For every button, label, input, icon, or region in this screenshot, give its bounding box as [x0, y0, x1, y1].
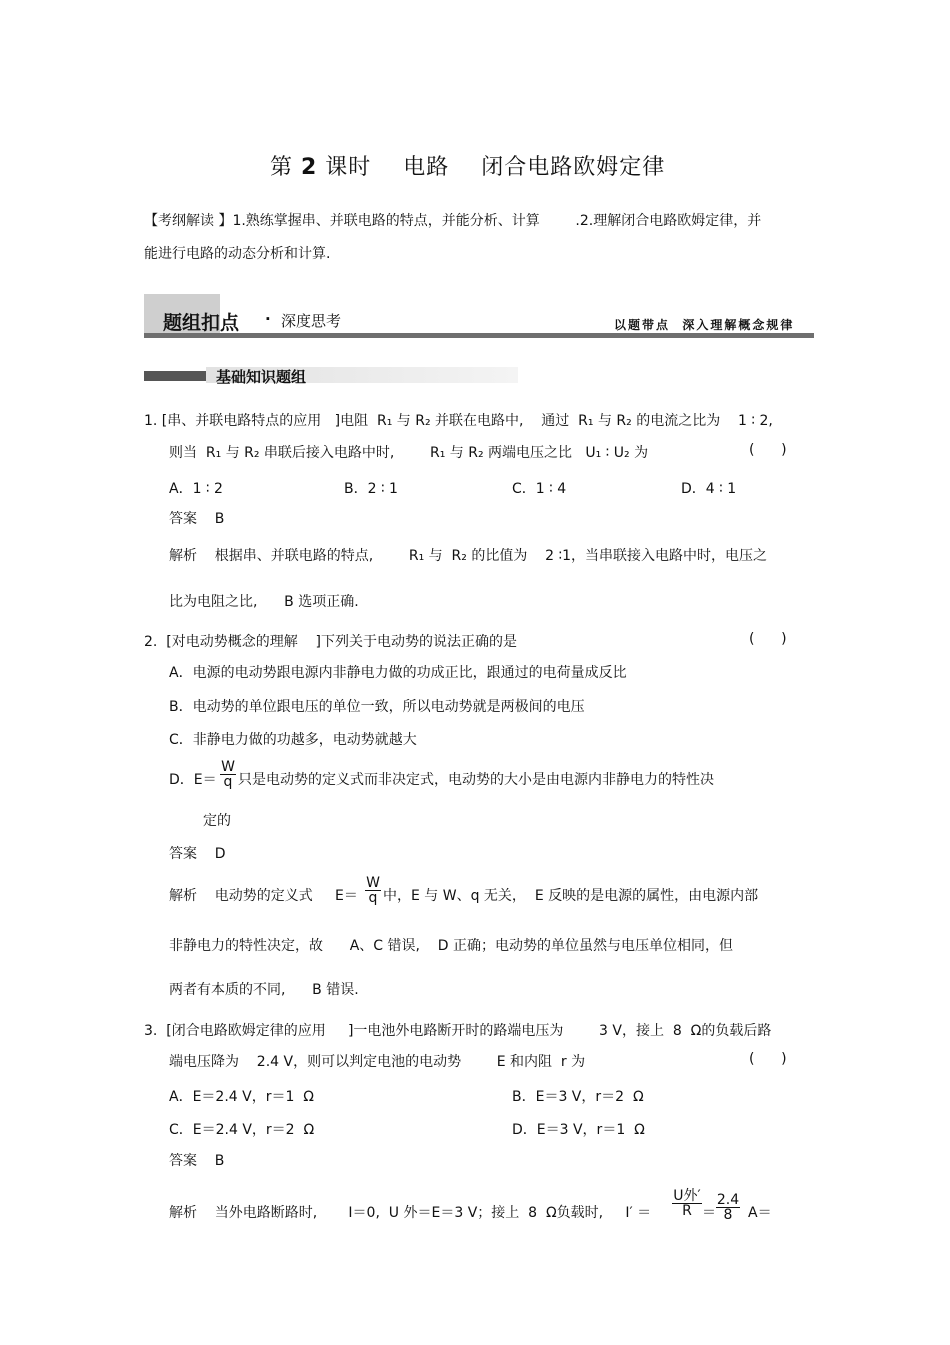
q3-answer: 答案 B — [169, 1153, 225, 1169]
q1-option-b: B．2 ∶ 1 — [344, 481, 398, 497]
q2-option-d-fraction — [220, 760, 236, 789]
q2-explanation-1-text: 中，E 与 W、q 无关， E 反映的是电源的属性，由电源内部 — [383, 888, 759, 904]
q3-option-a: A．E＝2.4 V，r＝1 Ω — [169, 1089, 314, 1105]
q3-option-b: B．E＝3 V，r＝2 Ω — [512, 1089, 644, 1105]
q2-explanation-fraction — [365, 876, 381, 905]
banner-dot: · — [265, 310, 271, 328]
q1-explanation-2: 比为电阻之比, B 选项正确. — [169, 594, 359, 610]
q1-option-d: D．4 ∶ 1 — [681, 481, 737, 497]
q2-option-a: A．电源的电动势跟电源内非静电力做的功成正比，跟通过的电荷量成反比 — [169, 665, 627, 681]
fraction-numerator: W — [221, 759, 235, 775]
fraction-numerator: U外′ — [673, 1188, 701, 1204]
q1-paren: ( ) — [749, 442, 787, 458]
fraction-denominator: q — [365, 890, 381, 905]
q3-paren: ( ) — [749, 1051, 787, 1067]
q3-line-1: 3. [闭合电路欧姆定律的应用 ]一电池外电路断开时的路端电压为 3 V，接上 8 Ω的负载后路 — [144, 1023, 772, 1039]
q1-explanation-1: 解析 根据串、并联电路的特点, R₁ 与 R₂ 的比值为 2 ∶1，当串联接入电路中时，电压之 — [169, 548, 768, 564]
page-title: 第 2 课时 电路 闭合电路欧姆定律 — [270, 155, 666, 180]
q3-fraction-2 — [716, 1193, 740, 1222]
q3-equals: ＝ — [702, 1205, 716, 1221]
q2-explanation-2: 非静电力的特性决定，故 A、C 错误, D 正确；电动势的单位虽然与电压单位相同，但 — [169, 938, 733, 954]
section-title: 基础知识题组 — [216, 368, 307, 386]
q3-fraction-1 — [672, 1189, 702, 1218]
q3-line-2: 端电压降为 2.4 V，则可以判定电池的电动势 E 和内阻 r 为 — [169, 1054, 586, 1070]
banner-right-text: 以题带点 深入理解概念规律 — [614, 318, 795, 332]
section-bar — [144, 371, 206, 381]
q3-explanation-suffix: A＝ — [748, 1205, 772, 1221]
q2-paren: ( ) — [749, 631, 787, 647]
fraction-numerator: 2.4 — [716, 1192, 740, 1208]
q1-answer: 答案 B — [169, 511, 225, 527]
q2-option-b: B．电动势的单位跟电压的单位一致，所以电动势就是两极间的电压 — [169, 699, 585, 715]
banner-title: 题组扣点 — [163, 312, 240, 334]
q2-option-d-prefix: D．E＝ — [169, 772, 217, 788]
q3-explanation-prefix: 解析 当外电路断路时, I＝0, U 外＝E＝3 V；接上 8 Ω负载时, I′ ＝ — [169, 1205, 652, 1221]
q2-explanation-1-prefix: 解析 电动势的定义式 E＝ — [169, 888, 358, 904]
intro-line-2: 能进行电路的动态分析和计算. — [144, 246, 331, 262]
fraction-denominator: 8 — [716, 1207, 740, 1222]
q2-explanation-3: 两者有本质的不同, B 错误. — [169, 982, 359, 998]
q2-option-c: C．非静电力做的功越多，电动势就越大 — [169, 732, 417, 748]
q3-option-c: C．E＝2.4 V，r＝2 Ω — [169, 1122, 315, 1138]
fraction-denominator: q — [220, 774, 236, 789]
q1-line-2: 则当 R₁ 与 R₂ 串联后接入电路中时, R₁ 与 R₂ 两端电压之比 U₁ ∶ U₂ 为 — [169, 445, 649, 461]
q2-option-d-continued: 定的 — [203, 813, 231, 829]
q2-answer: 答案 D — [169, 846, 226, 862]
banner-subtitle: 深度思考 — [281, 312, 342, 330]
q1-option-c: C．1 ∶ 4 — [512, 481, 567, 497]
banner-bar — [144, 333, 814, 338]
fraction-numerator: W — [366, 875, 380, 891]
q1-option-a: A．1 ∶ 2 — [169, 481, 223, 497]
q2-option-d-text: 只是电动势的定义式而非决定式，电动势的大小是由电源内非静电力的特性决 — [238, 772, 714, 788]
q2-line-1: 2. [对电动势概念的理解 ]下列关于电动势的说法正确的是 — [144, 634, 517, 650]
q1-line-1: 1. [串、并联电路特点的应用 ]电阻 R₁ 与 R₂ 并联在电路中, 通过 R₁ 与 R₂ 的电流之比为 1 ∶ 2, — [144, 413, 773, 429]
q3-option-d: D．E＝3 V，r＝1 Ω — [512, 1122, 645, 1138]
fraction-denominator: R — [672, 1203, 702, 1218]
intro-line-1: 【考纲解读 】1.熟练掌握串、并联电路的特点，并能分析、计算 .2.理解闭合电路欧姆定律，并 — [144, 213, 762, 229]
